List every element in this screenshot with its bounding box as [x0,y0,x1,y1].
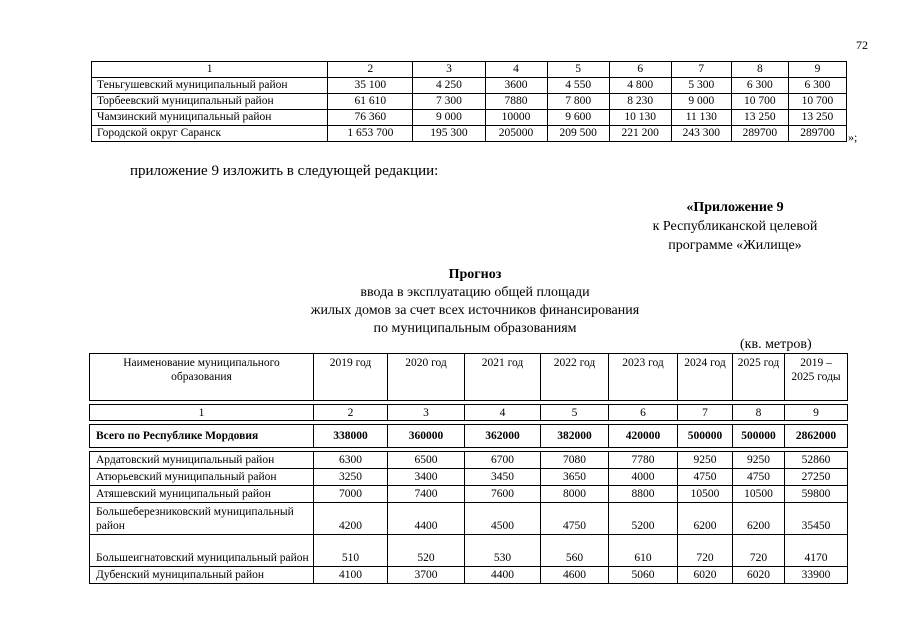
table-row [90,535,848,567]
column-number: 9 [788,62,846,78]
municipality-name: Дубенский муниципальный район [90,567,314,584]
table-cell: 7600 [465,486,541,503]
table-cell: 10 700 [731,94,788,110]
table-cell: 4 800 [609,78,671,94]
total-cell: 500000 [733,425,785,448]
table-cell: 7780 [609,452,678,469]
municipality-name: Большеберезниковский муниципальный район [90,503,314,535]
table-cell: 7 300 [413,94,485,110]
table-cell: 13 250 [731,110,788,126]
table-row [92,94,847,110]
column-header: 2020 год [388,354,465,401]
table-cell: 13 250 [788,110,846,126]
table-cell: 5060 [609,567,678,584]
forecast-heading [160,266,790,338]
appendix-line: к Республиканской целевой [652,219,818,234]
table-cell: 520 [388,535,465,567]
column-number: 5 [547,62,609,78]
column-header: 2019 год [314,354,388,401]
table-cell: 3400 [388,469,465,486]
column-header: 2025 год [733,354,785,401]
column-header: 2022 год [541,354,609,401]
table-cell: 1 653 700 [328,126,413,142]
page-number: 72 [856,38,868,52]
table-cell: 3600 [485,78,547,94]
table-cell: 6 300 [731,78,788,94]
table-row [90,452,848,469]
table-cell: 10500 [733,486,785,503]
forecast-table [89,353,848,584]
table-cell: 10500 [678,486,733,503]
table-cell: 4500 [465,503,541,535]
table-header-row [90,354,848,401]
table-cell: 35 100 [328,78,413,94]
table-cell: 6500 [388,452,465,469]
table-header-row [92,62,847,78]
total-cell: 500000 [678,425,733,448]
table-cell: 6020 [678,567,733,584]
table-cell: 4750 [678,469,733,486]
heading-line: жилых домов за счет всех источников финансирования [310,303,640,318]
municipality-name: Теньгушевский муниципальный район [92,78,328,94]
municipality-name: Городской округ Саранск [92,126,328,142]
table-cell: 35450 [785,503,848,535]
table-cell: 4750 [541,503,609,535]
municipality-name: Чамзинский муниципальный район [92,110,328,126]
column-header: 2023 год [609,354,678,401]
table-cell: 3650 [541,469,609,486]
table-cell: 8 230 [609,94,671,110]
table-row [92,110,847,126]
amendment-paragraph: приложение 9 изложить в следующей редакции: [130,163,439,179]
table-cell: 4170 [785,535,848,567]
column-number: 2 [314,405,388,421]
municipality-name: Атяшевский муниципальный район [90,486,314,503]
table-cell: 720 [733,535,785,567]
table-cell: 4 550 [547,78,609,94]
units-label: (кв. метров) [740,337,812,352]
column-number-row [90,405,848,421]
column-header: 2021 год [465,354,541,401]
table-cell: 59800 [785,486,848,503]
table-row [92,126,847,142]
table-cell: 7880 [485,94,547,110]
table-cell: 3700 [388,567,465,584]
column-number: 6 [609,62,671,78]
table-cell: 560 [541,535,609,567]
table-cell: 6 300 [788,78,846,94]
table-cell: 7000 [314,486,388,503]
heading-line: по муниципальным образованиям [373,321,577,336]
table-cell: 4 250 [413,78,485,94]
table-cell: 209 500 [547,126,609,142]
column-number: 7 [678,405,733,421]
table-cell: 61 610 [328,94,413,110]
closing-quote: »; [848,130,858,144]
table-cell: 289700 [731,126,788,142]
appendix-reference [596,198,874,255]
table-cell: 6020 [733,567,785,584]
table-cell: 4200 [314,503,388,535]
column-number: 4 [485,62,547,78]
column-number: 8 [733,405,785,421]
column-number: 3 [413,62,485,78]
table-cell: 33900 [785,567,848,584]
total-label: Всего по Республике Мордовия [90,425,314,448]
column-number: 6 [609,405,678,421]
table-cell: 9 600 [547,110,609,126]
total-cell: 362000 [465,425,541,448]
column-number: 1 [90,405,314,421]
column-header: 2019 – 2025 годы [785,354,848,401]
table-cell: 221 200 [609,126,671,142]
column-number: 1 [92,62,328,78]
table-cell: 52860 [785,452,848,469]
heading-title: Прогноз [448,267,502,282]
table-cell: 10000 [485,110,547,126]
table-cell: 8800 [609,486,678,503]
heading-line: ввода в эксплуатацию общей площади [360,285,590,300]
total-cell: 360000 [388,425,465,448]
total-cell: 420000 [609,425,678,448]
table-row [90,486,848,503]
table-cell: 4400 [388,503,465,535]
table-cell: 243 300 [671,126,731,142]
table-cell: 7080 [541,452,609,469]
table-row [90,503,848,535]
table-cell: 11 130 [671,110,731,126]
table-cell: 6200 [678,503,733,535]
table-cell: 610 [609,535,678,567]
table-cell: 4750 [733,469,785,486]
table-cell: 289700 [788,126,846,142]
municipality-name: Ардатовский муниципальный район [90,452,314,469]
table-cell: 5200 [609,503,678,535]
table-cell: 6300 [314,452,388,469]
municipality-name: Торбеевский муниципальный район [92,94,328,110]
table-cell: 9250 [733,452,785,469]
appendix-title: «Приложение 9 [686,200,784,215]
allocation-table-continued [91,61,847,142]
appendix-line: программе «Жилище» [668,238,802,253]
table-cell: 10 700 [788,94,846,110]
table-cell: 5 300 [671,78,731,94]
table-cell: 9 000 [671,94,731,110]
table-cell: 510 [314,535,388,567]
table-cell: 9 000 [413,110,485,126]
table-row [92,78,847,94]
table-cell: 27250 [785,469,848,486]
table-cell: 4400 [465,567,541,584]
column-number: 4 [465,405,541,421]
table-cell: 720 [678,535,733,567]
table-cell: 6200 [733,503,785,535]
table-cell: 8000 [541,486,609,503]
table-cell: 10 130 [609,110,671,126]
table-cell: 76 360 [328,110,413,126]
column-number: 8 [731,62,788,78]
total-cell: 2862000 [785,425,848,448]
column-number: 3 [388,405,465,421]
column-number: 5 [541,405,609,421]
table-cell: 3450 [465,469,541,486]
total-cell: 382000 [541,425,609,448]
table-cell: 6700 [465,452,541,469]
column-number: 7 [671,62,731,78]
column-number: 2 [328,62,413,78]
column-header: 2024 год [678,354,733,401]
table-cell: 4600 [541,567,609,584]
table-row [90,567,848,584]
table-cell: 3250 [314,469,388,486]
table-cell: 205000 [485,126,547,142]
table-cell: 195 300 [413,126,485,142]
total-cell: 338000 [314,425,388,448]
table-row [90,469,848,486]
table-cell: 530 [465,535,541,567]
table-cell: 7400 [388,486,465,503]
table-cell: 7 800 [547,94,609,110]
total-row [90,425,848,448]
municipality-name: Атюрьевский муниципальный район [90,469,314,486]
table-cell: 4000 [609,469,678,486]
table-cell: 9250 [678,452,733,469]
table-cell: 4100 [314,567,388,584]
municipality-name: Большеигнатовский муниципальный район [90,535,314,567]
column-header: Наименование муниципального образования [90,354,314,401]
column-number: 9 [785,405,848,421]
